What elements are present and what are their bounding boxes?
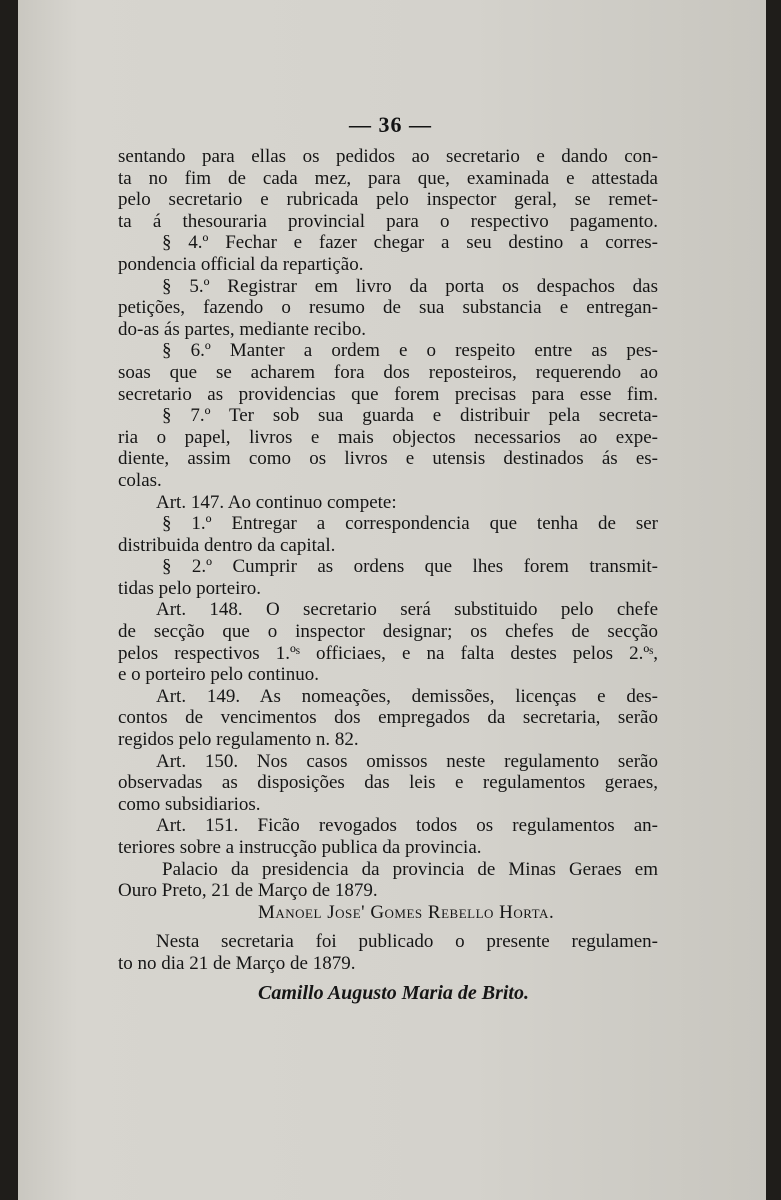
text-line: § 6.º Manter a ordem e o respeito entre as pes- xyxy=(162,340,658,362)
text-line: e o porteiro pelo continuo. xyxy=(118,664,320,686)
text-line: Art. 151. Ficão revogados todos os regulamentos an- xyxy=(156,815,658,837)
text-line: Art. 147. Ao continuo compete: xyxy=(156,491,397,513)
text-line: Art. 148. O secretario será substituido pelo chefe xyxy=(156,599,658,621)
text-line: to no dia 21 de Março de 1879. xyxy=(118,952,356,974)
text-line: pondencia official da repartição. xyxy=(118,253,364,275)
page-number: — 36 — xyxy=(349,112,432,137)
publication-lines xyxy=(118,931,658,974)
text-line: § 4.º Fechar e fazer chegar a seu destino a corres- xyxy=(162,232,658,254)
text-line: tidas pelo porteiro. xyxy=(118,577,261,599)
text-line: pelo secretario e rubricada pelo inspector geral, se remet- xyxy=(118,189,658,211)
spacer xyxy=(118,923,658,931)
text-line: do-as ás partes, mediante recibo. xyxy=(118,318,366,340)
text-line: petições, fazendo o resumo de sua substancia e entregan- xyxy=(118,297,658,319)
text-line: colas. xyxy=(118,469,162,491)
text-line: sentando para ellas os pedidos ao secretario e dando con- xyxy=(118,146,658,167)
text-line: ta no fim de cada mez, para que, examinada e attestada xyxy=(118,167,658,189)
text-line: soas que se acharem fora dos reposteiros, requerendo ao xyxy=(118,361,658,383)
text-line: pelos respectivos 1.ºˢ officiaes, e na falta destes pelos 2.ºˢ, xyxy=(118,642,658,664)
text-line: regidos pelo regulamento n. 82. xyxy=(118,729,359,751)
text-line: Palacio da presidencia da provincia de Minas Geraes em xyxy=(162,858,658,880)
text-line: secretario as providencias que forem precisas para esse fim. xyxy=(118,383,658,405)
text-line: distribuida dentro da capital. xyxy=(118,534,336,556)
text-line: ta á thesouraria provincial para o respectivo pagamento. xyxy=(118,210,658,232)
text-line: teriores sobre a instrucção publica da provincia. xyxy=(118,837,482,858)
text-line: § 7.º Ter sob sua guarda e distribuir pela secreta- xyxy=(162,405,658,427)
text-line: § 1.º Entregar a correspondencia que tenha de ser xyxy=(162,513,658,535)
text-line: contos de vencimentos dos empregados da secretaria, serão xyxy=(118,707,658,729)
signatory-name: Manoel Jose' Gomes Rebello Horta. xyxy=(258,901,555,923)
text-line: Ouro Preto, 21 de Março de 1879. xyxy=(118,880,378,902)
text-line: diente, assim como os livros e utensis destinados ás es- xyxy=(118,448,658,470)
document-body xyxy=(118,146,658,1004)
text-line: de secção que o inspector designar; os chefes de secção xyxy=(118,621,658,643)
closing-signature: Camillo Augusto Maria de Brito. xyxy=(258,981,529,1004)
text-line: § 5.º Registrar em livro da porta os despachos das xyxy=(162,275,658,297)
text-line: Art. 150. Nos casos omissos neste regulamento serão xyxy=(156,750,658,772)
text-line: como subsidiarios. xyxy=(118,793,261,815)
text-line: ria o papel, livros e mais objectos necessarios ao expe- xyxy=(118,426,658,448)
text-line: § 2.º Cumprir as ordens que lhes forem transmit- xyxy=(162,556,658,578)
body-lines xyxy=(118,146,658,902)
text-line: Nesta secretaria foi publicado o presente regulamen- xyxy=(156,931,658,953)
text-line: observadas as disposições das leis e regulamentos geraes, xyxy=(118,772,658,794)
text-line: Art. 149. As nomeações, demissões, licenças e des- xyxy=(156,685,658,707)
